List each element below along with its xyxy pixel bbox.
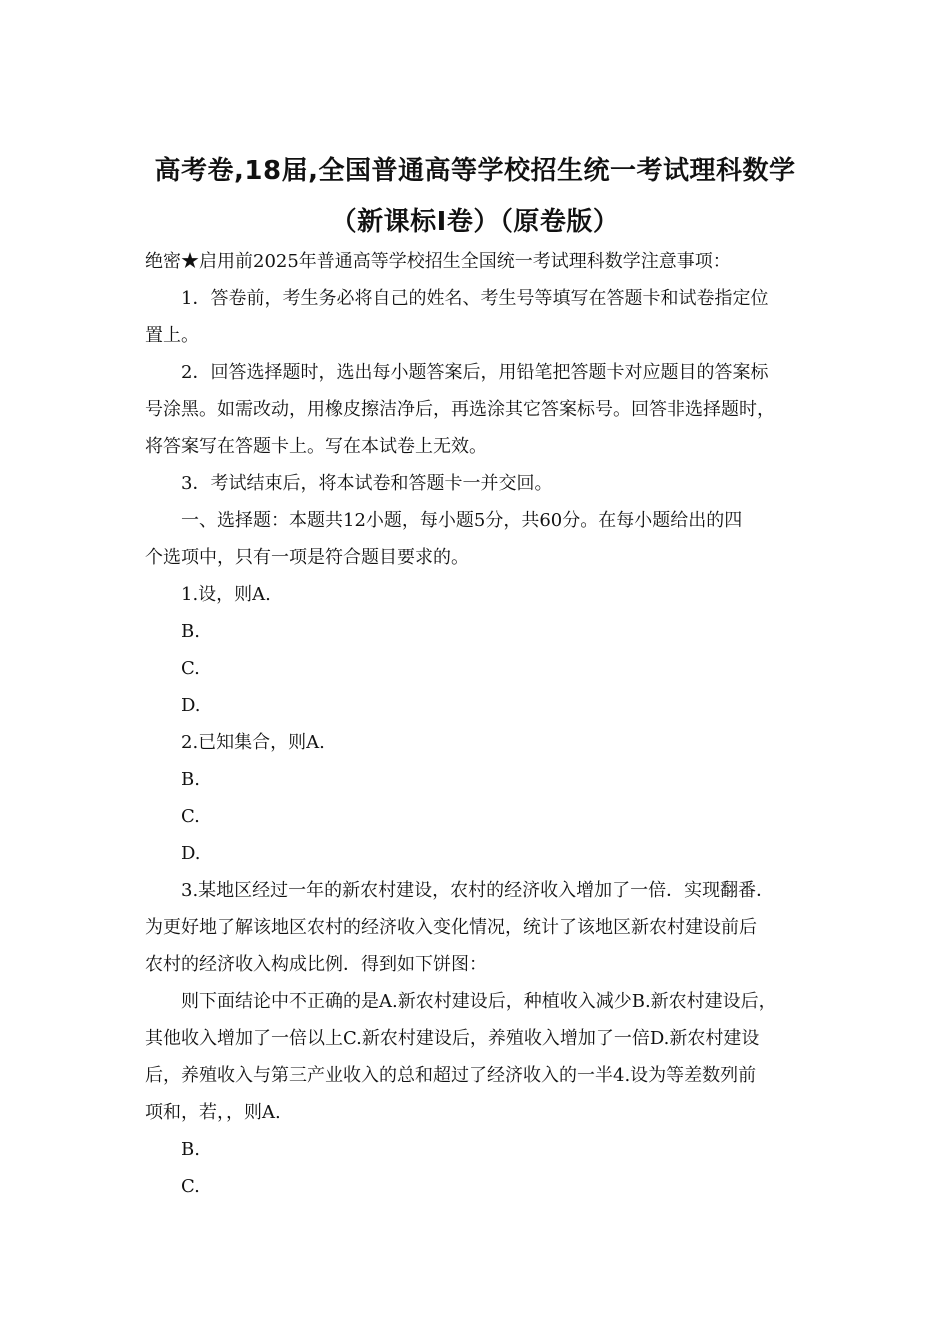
document-title-line-2: （新课标Ⅰ卷）（原卷版） [330,207,620,237]
question-3-options-line-2: 其他收入增加了一倍以上C.新农村建设后，养殖收入增加了一倍D.新农村建设 [145,1028,760,1049]
instruction-1-line-2: 置上。 [145,325,199,346]
question-2-option-b: B. [181,769,200,790]
question-1-option-b: B. [181,621,200,642]
question-1-option-c: C. [181,658,200,679]
question-3-line-3: 农村的经济收入构成比例．得到如下饼图： [145,954,487,975]
question-1: 1.设，则A. [181,584,271,605]
question-1-option-d: D. [181,695,201,716]
instruction-1-line-1: 1．答卷前，考生务必将自己的姓名、考生号等填写在答题卡和试卷指定位 [181,288,769,309]
question-3-options-line-3: 后，养殖收入与第三产业收入的总和超过了经济收入的一半4.设为等差数列前 [145,1065,757,1086]
instruction-3: 3．考试结束后，将本试卷和答题卡一并交回。 [181,473,553,494]
document-title-line-1: 高考卷,18届,全国普通高等学校招生统一考试理科数学 [154,156,796,186]
instruction-2-line-1: 2．回答选择题时，选出每小题答案后，用铅笔把答题卡对应题目的答案标 [181,362,769,383]
document-body [145,243,817,1205]
question-3-options-line-1: 则下面结论中不正确的是A.新农村建设后，种植收入减少B.新农村建设后， [181,991,777,1012]
question-2: 2.已知集合，则A. [181,732,325,753]
question-4: 项和，若，，则A. [145,1102,281,1123]
question-3-line-2: 为更好地了解该地区农村的经济收入变化情况，统计了该地区新农村建设前后 [145,917,757,938]
section-1-header-line-1: 一、选择题：本题共12小题，每小题5分，共60分。在每小题给出的四 [181,510,743,531]
confidential-notice: 绝密★启用前2025年普通高等学校招生全国统一考试理科数学注意事项： [145,251,731,272]
question-4-option-b: B. [181,1139,200,1160]
instruction-2-line-3: 将答案写在答题卡上。写在本试卷上无效。 [145,436,487,457]
section-1-header-line-2: 个选项中，只有一项是符合题目要求的。 [145,547,469,568]
instruction-2-line-2: 号涂黑。如需改动，用橡皮擦洁净后，再选涂其它答案标号。回答非选择题时， [145,399,775,420]
question-4-option-c: C. [181,1176,200,1197]
question-3-line-1: 3.某地区经过一年的新农村建设，农村的经济收入增加了一倍．实现翻番． [181,880,775,901]
question-2-option-d: D. [181,843,201,864]
question-2-option-c: C. [181,806,200,827]
